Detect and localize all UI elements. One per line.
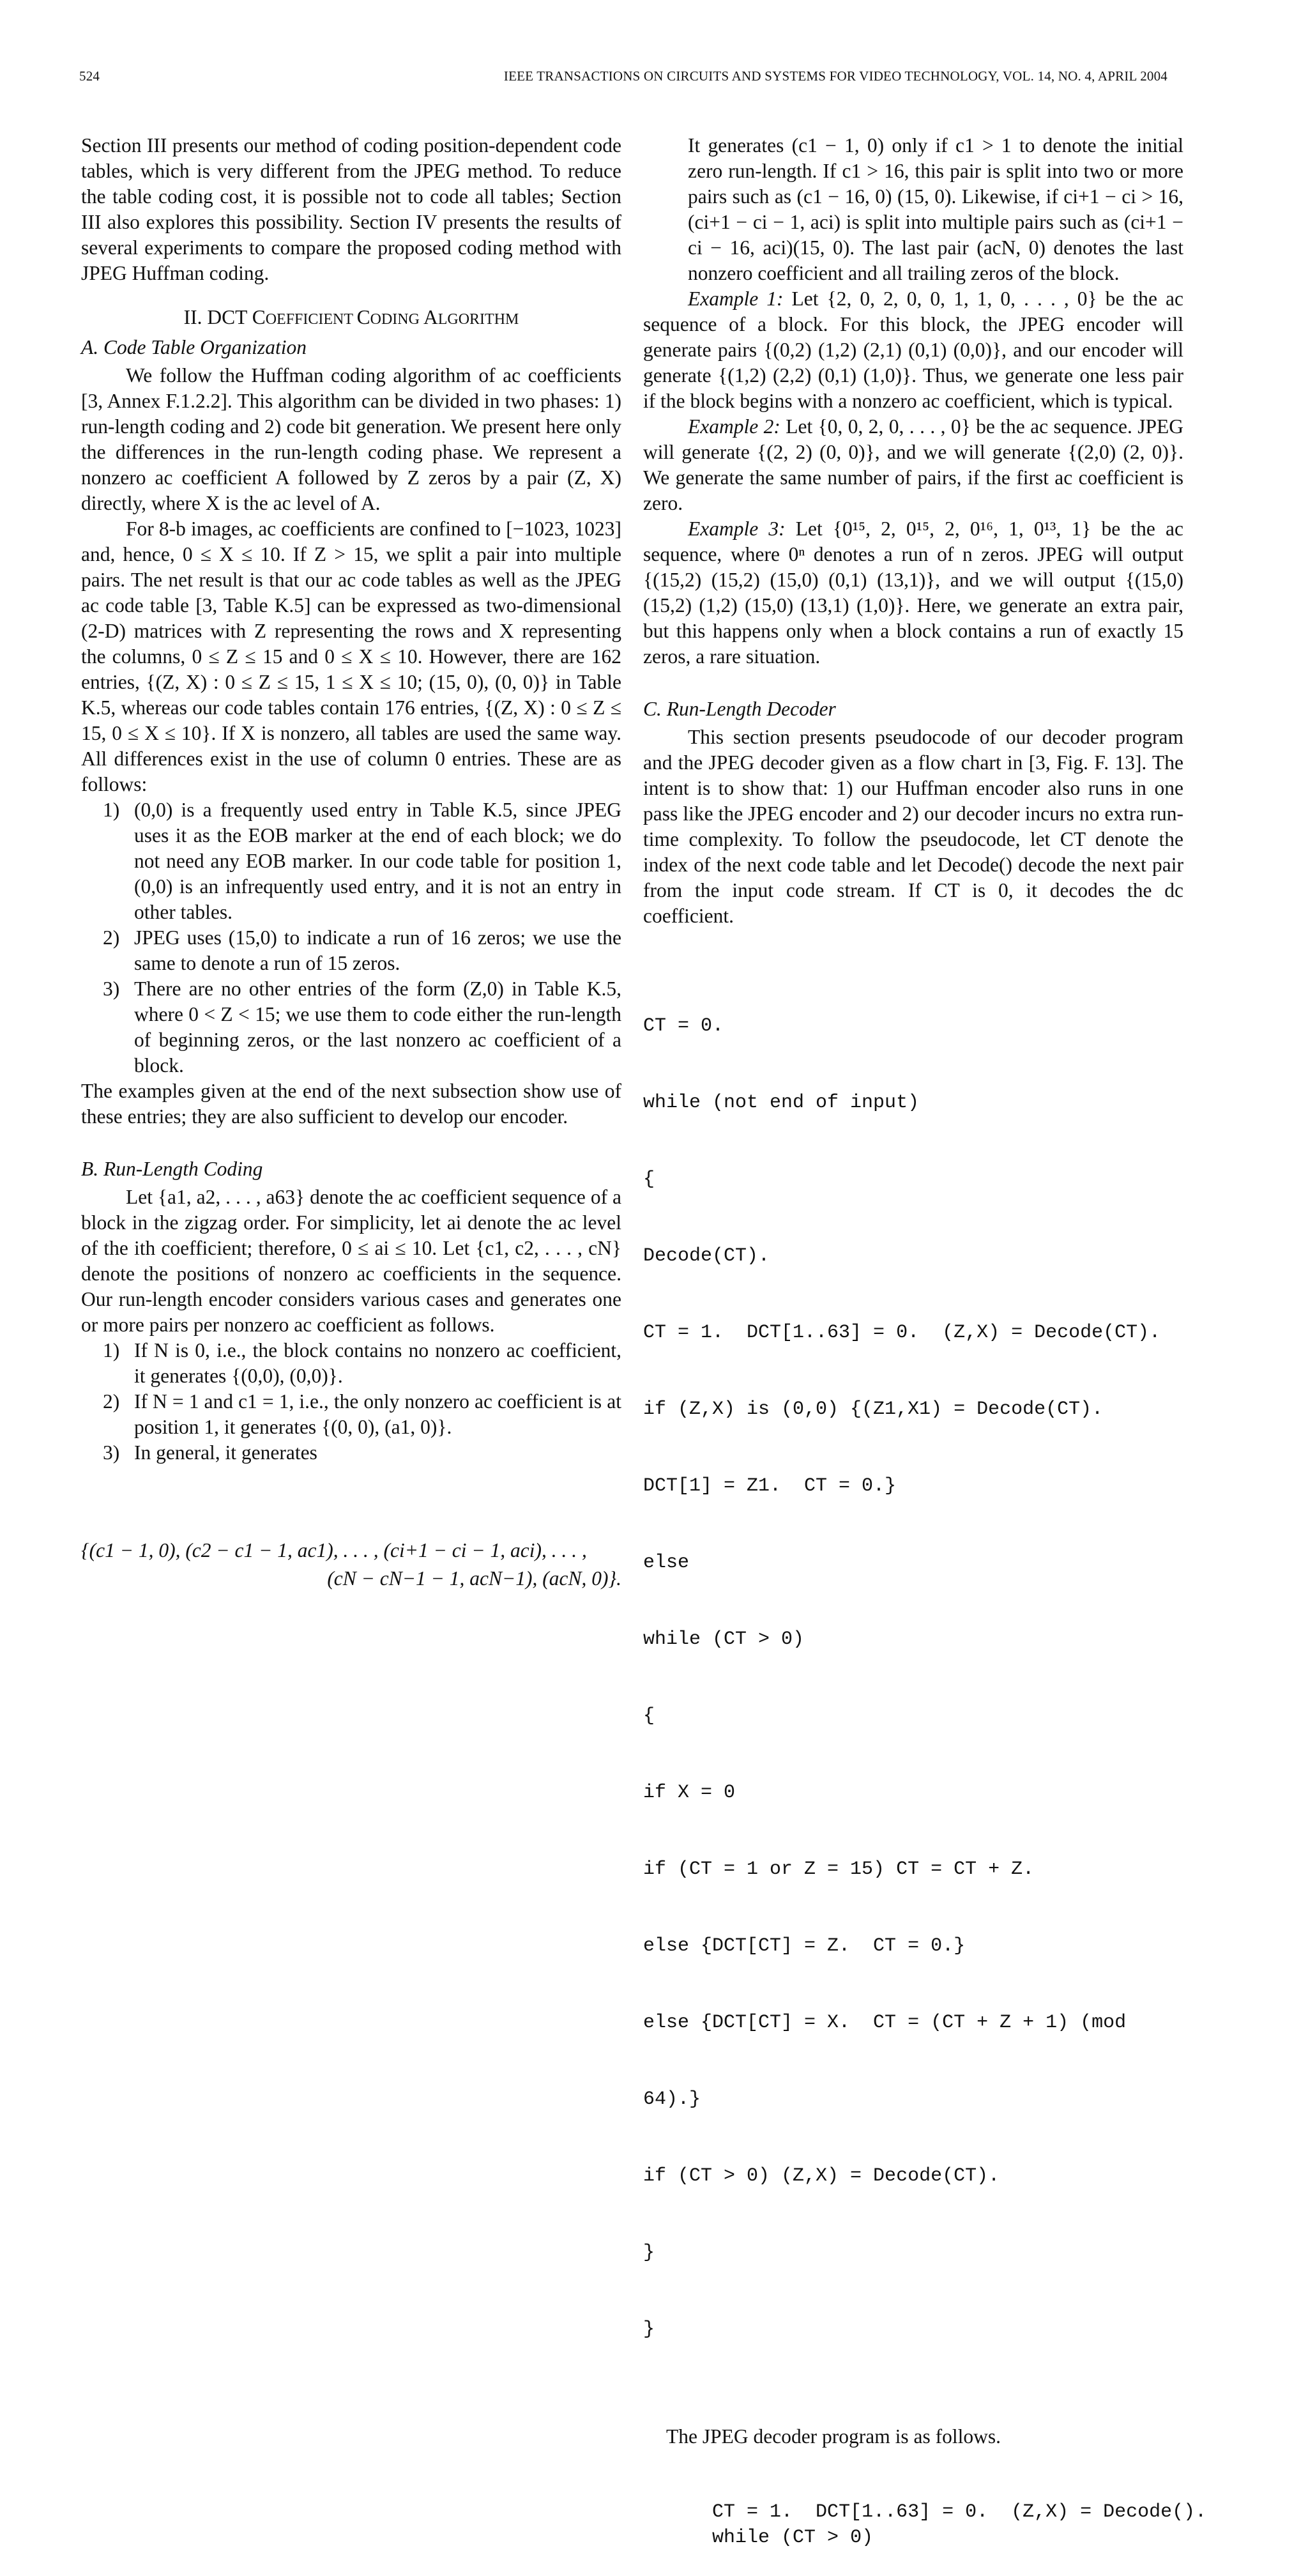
code-line: if (Z,X) is (0,0) {(Z1,X1) = Decode(CT). (643, 1399, 1104, 1420)
paragraph: We follow the Huffman coding algorithm of ac coefficients [3, Annex F.1.2.2]. This algorithm can be divided in two phases: 1) run-length coding and 2) code bit generation. We present here only the differences in the run-length coding phase. We represent a nonzero ac coefficient A followed by Z zeros by a pair (Z, X) directly, where X is the ac level of A. (81, 364, 621, 514)
code-line: else {DCT[CT] = Z. CT = 0.} (643, 1935, 966, 1957)
list-item: 2) If N = 1 and c1 = 1, i.e., the only nonzero ac coefficient is at position 1, it generates {(0, 0), (a1, 0)}. (103, 1390, 621, 1438)
right-column (643, 133, 1207, 2576)
code-line: CT = 1. DCT[1..63] = 0. (Z,X) = Decode(). (712, 2501, 1207, 2523)
subsection-heading-c: C. Run-Length Decoder (643, 698, 836, 720)
column-0-differences-list (81, 797, 621, 1078)
left-column (81, 133, 621, 1466)
display-equation (81, 1537, 621, 1593)
jpeg-decoder-pseudocode (643, 2474, 1207, 2576)
subsection-heading-a: A. Code Table Organization (81, 336, 307, 358)
code-line: CT = 0. (643, 1015, 724, 1037)
code-line: else {DCT[CT] = X. CT = (CT + Z + 1) (mod (643, 2012, 1127, 2034)
code-line: 64).} (643, 2089, 701, 2110)
code-line: { (643, 1169, 655, 1190)
list-item: 3) In general, it generates (103, 1441, 317, 1464)
code-line: CT = 1. DCT[1..63] = 0. (Z,X) = Decode(CT). (643, 1322, 1161, 1344)
list-item: 3) There are no other entries of the form (Z,0) in Table K.5, where 0 < Z < 15; we use them to code either the run-length of beginning zeros, or the last nonzero ac coefficient of a block. (103, 977, 621, 1077)
code-line: } (643, 2242, 655, 2264)
code-line: if (CT > 0) (Z,X) = Decode(CT). (643, 2165, 1000, 2187)
subsection-heading-b: B. Run-Length Coding (81, 1158, 263, 1180)
equation-line: {(c1 − 1, 0), (c2 − c1 − 1, ac1), . . . , (ci+1 − ci − 1, aci), . . . , (81, 1539, 587, 1561)
code-line: while (CT > 0) (643, 1629, 805, 1650)
code-line: while (not end of input) (643, 1092, 920, 1114)
code-line: DCT[1] = Z1. CT = 0.} (643, 1475, 897, 1497)
journal-title: IEEE TRANSACTIONS ON CIRCUITS AND SYSTEMS FOR VIDEO TECHNOLOGY, VOL. 14, NO. 4, APRIL 2004 (503, 68, 1167, 84)
code-line: while (CT > 0) (712, 2527, 874, 2549)
code-line: { (643, 1705, 655, 1727)
jpeg-decoder-intro: The JPEG decoder program is as follows. (666, 2425, 1001, 2448)
encoder-cases-list (81, 1338, 621, 1466)
paragraph: The examples given at the end of the next subsection show use of these entries; they are also sufficient to develop our encoder. (81, 1080, 621, 1128)
code-line: } (643, 2319, 655, 2340)
code-line: else (643, 1552, 690, 1574)
continued-list-text: It generates (c1 − 1, 0) only if c1 > 1 to denote the initial zero run-length. If c1 > 16, this pair is split into two or more pairs such as (c1 − 16, 0) (15, 0). Likewise, if ci+1 − ci > 16, (ci+1 − ci − 1, aci) is split into multiple pairs such as (ci+1 − ci − 16, aci)(15, 0). The last pair (acN, 0) denotes the last nonzero coefficient and all trailing zeros of the block. (688, 134, 1183, 284)
list-item: 1) (0,0) is a frequently used entry in Table K.5, since JPEG uses it as the EOB marker at the end of each block; we do not need any EOB marker. In our code table for position 1, (0,0) is an infrequently used entry, and it is not an entry in other tables. (103, 799, 621, 923)
intro-paragraph: Section III presents our method of coding position-dependent code tables, which is very different from the JPEG method. To reduce the table coding cost, it is possible not to code all tables; Section III also explores this possibility. Section IV presents the results of several experiments to compare the proposed coding method with JPEG Huffman coding. (81, 134, 621, 284)
equation-line: (cN − cN−1 − 1, acN−1), (acN, 0)}. (327, 1567, 621, 1590)
decoder-pseudocode (643, 962, 1183, 2393)
list-item: 1) If N is 0, i.e., the block contains no nonzero ac coefficient, it generates {(0,0), (0,0)}. (103, 1339, 621, 1387)
example-3: Example 3: Let {0¹⁵, 2, 0¹⁵, 2, 0¹⁶, 1, 0¹³, 1} be the ac sequence, where 0ⁿ denotes a run of n zeros. JPEG will output {(15,2) (15,2) (15,0) (0,1) (13,1)}, and we will output {(15,0) (15,2) (1,2) (15,0) (13,1) (1,0)}. Here, we generate an extra pair, but this happens only when a block contains a run of exactly 15 zeros, a rare situation. (643, 518, 1183, 668)
paragraph: For 8-b images, ac coefficients are confined to [−1023, 1023] and, hence, 0 ≤ X ≤ 10. If Z > 15, we split a pair into multiple pairs. The net result is that our ac code tables as well as the JPEG ac code table [3, Table K.5] can be expressed as two-dimensional (2-D) matrices with Z representing the rows and X representing the columns, 0 ≤ Z ≤ 15 and 0 ≤ X ≤ 10. However, there are 162 entries, {(Z, X) : 0 ≤ Z ≤ 15, 1 ≤ X ≤ 10; (15, 0), (0, 0)} in Table K.5, whereas our code tables contain 176 entries, {(Z, X) : 0 ≤ Z ≤ 15, 0 ≤ X ≤ 10}. If X is nonzero, all tables are used the same way. All differences exist in the use of column 0 entries. These are as follows: (81, 518, 621, 795)
paragraph: Let {a1, a2, . . . , a63} denote the ac coefficient sequence of a block in the zigzag order. For simplicity, let ai denote the ac level of the ith coefficient; therefore, 0 ≤ ai ≤ 10. Let {c1, c2, . . . , cN} denote the positions of nonzero ac coefficients in the sequence. Our run-length encoder considers various cases and generates one or more pairs per nonzero ac coefficient as follows. (81, 1186, 621, 1336)
list-item: 2) JPEG uses (15,0) to indicate a run of 16 zeros; we use the same to denote a run of 15 zeros. (103, 926, 621, 974)
paragraph: This section presents pseudocode of our decoder program and the JPEG decoder given as a flow chart in [3, Fig. F. 13]. The intent is to show that: 1) our Huffman encoder also runs in one pass like the JPEG encoder and 2) our decoder incurs no extra run-time complexity. To follow the pseudocode, let CT denote the index of the next code table and let Decode() decode the next pair from the input code stream. If CT is 0, it decodes the dc coefficient. (643, 726, 1183, 927)
code-line: if X = 0 (643, 1782, 736, 1804)
page-number: 524 (79, 68, 100, 84)
example-2: Example 2: Let {0, 0, 2, 0, . . . , 0} be the ac sequence. JPEG will generate {(2, 2) (0, 0)}, and we will generate {(2,0) (2, 0)}. We generate the same number of pairs, if the first ac coefficient is zero. (643, 415, 1183, 514)
code-line: Decode(CT). (643, 1245, 770, 1267)
section-heading: II. DCT COEFFICIENT CODING ALGORITHM (183, 306, 519, 328)
example-1: Example 1: Let {2, 0, 2, 0, 0, 1, 1, 0, . . . , 0} be the ac sequence of a block. For this block, the JPEG encoder will generate pairs {(0,2) (1,2) (2,1) (0,1) (0,0)}, and our encoder will generate {(1,2) (2,2) (0,1) (1,0)}. Thus, we generate one less pair if the block begins with a nonzero ac coefficient, which is typical. (643, 288, 1183, 412)
code-line: if (CT = 1 or Z = 15) CT = CT + Z. (643, 1859, 1035, 1880)
